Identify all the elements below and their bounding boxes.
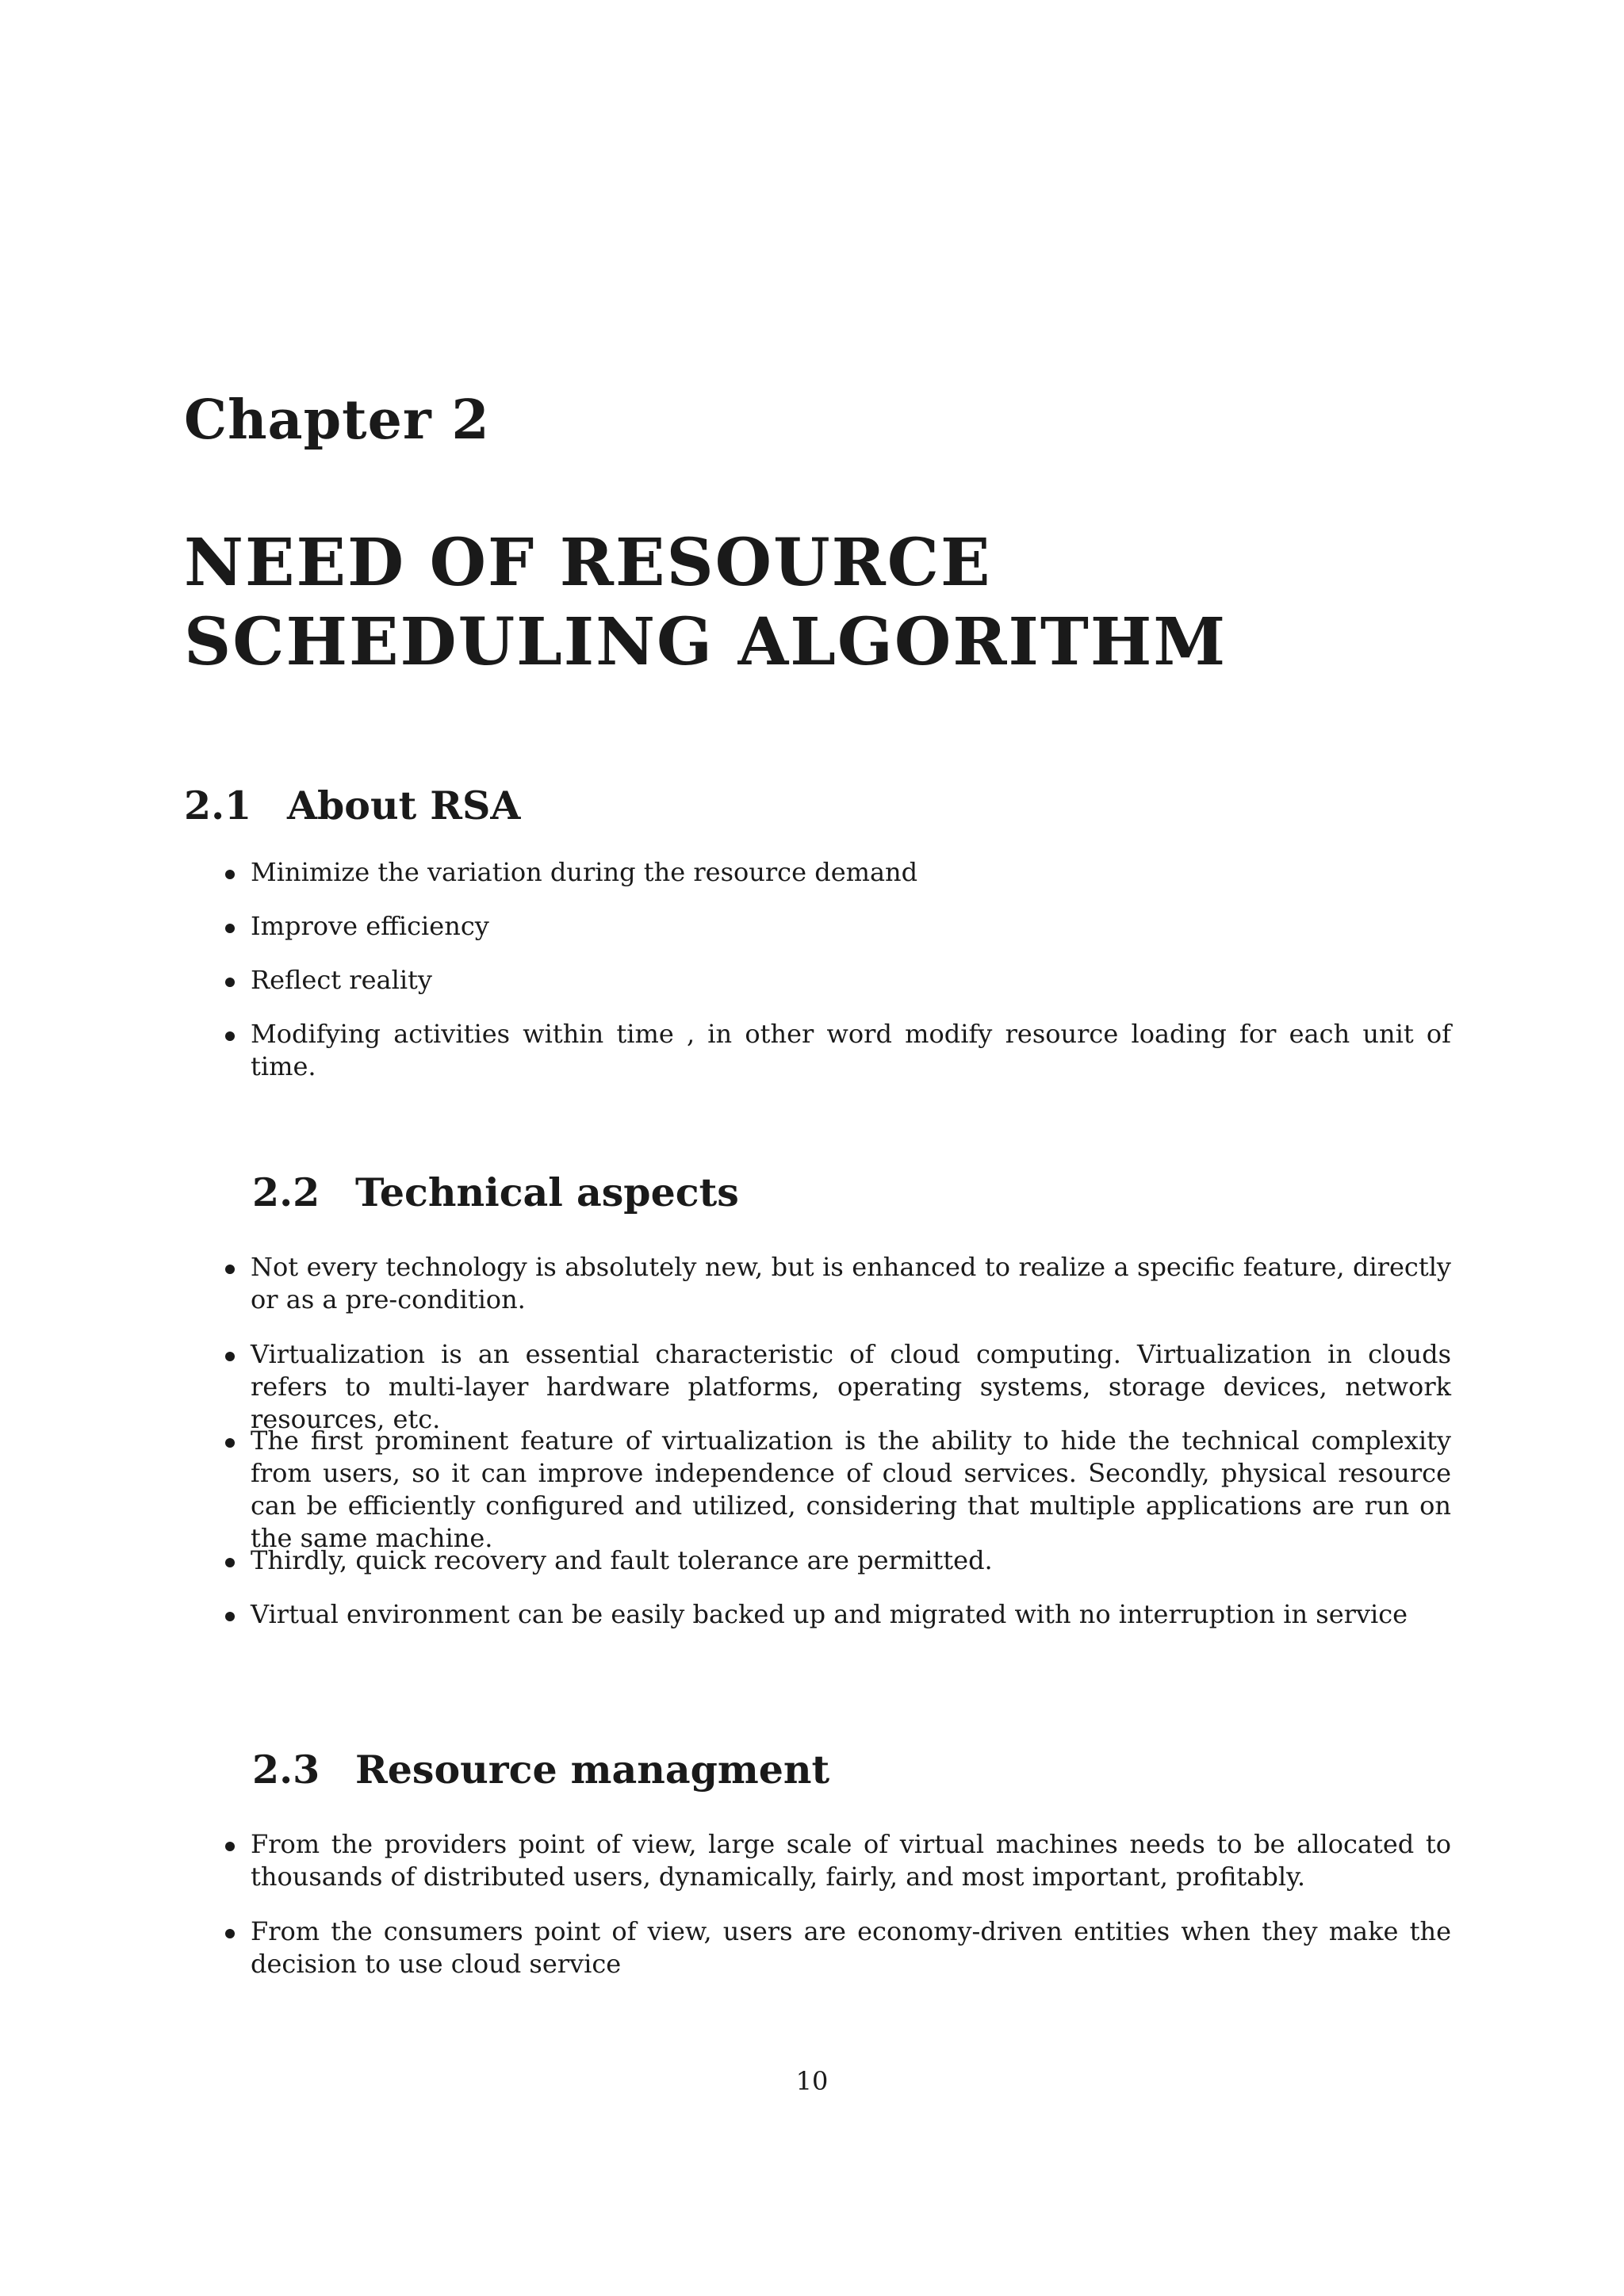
section-heading-resource-managment bbox=[252, 1747, 830, 1793]
list-item-text: Improve efficiency bbox=[251, 911, 489, 941]
bullet-icon bbox=[225, 870, 235, 879]
section-title: About RSA bbox=[287, 783, 521, 828]
bullet-icon bbox=[225, 1929, 235, 1938]
list-item bbox=[251, 1544, 1451, 1577]
bullet-icon bbox=[225, 1612, 235, 1621]
list-item-text: Modifying activities within time , in other word modify resource loading for each unit of time. bbox=[251, 1019, 1451, 1081]
list-item bbox=[251, 856, 1451, 889]
list-item-text: Not every technology is absolutely new, but is enhanced to realize a specific feature, directly or as a pre-condition. bbox=[251, 1252, 1451, 1314]
list-item bbox=[251, 1598, 1451, 1631]
list-item-text: From the providers point of view, large scale of virtual machines needs to be allocated to thousands of distributed users, dynamically, fairly, and most important, profitably. bbox=[251, 1829, 1451, 1892]
bullet-icon bbox=[225, 1031, 235, 1041]
list-item-text: Thirdly, quick recovery and fault tolerance are permitted. bbox=[251, 1545, 993, 1575]
bullet-icon bbox=[225, 1842, 235, 1851]
bullet-icon bbox=[225, 978, 235, 987]
section-title: Resource managment bbox=[355, 1747, 830, 1793]
bullet-icon bbox=[225, 1352, 235, 1361]
section-number: 2.1 bbox=[184, 783, 252, 828]
list-item bbox=[251, 1338, 1451, 1436]
section-heading-about-rsa bbox=[184, 783, 521, 828]
bullet-icon bbox=[225, 1438, 235, 1448]
list-item-text: Virtual environment can be easily backed up and migrated with no interruption in service bbox=[251, 1599, 1408, 1629]
bullet-icon bbox=[225, 1265, 235, 1274]
chapter-title bbox=[184, 523, 1227, 682]
list-item bbox=[251, 1018, 1451, 1083]
list-item bbox=[251, 1251, 1451, 1316]
bullet-icon bbox=[225, 1558, 235, 1567]
list-item-text: From the consumers point of view, users are economy-driven entities when they make the decision to use cloud service bbox=[251, 1916, 1451, 1979]
chapter-title-line-1: NEED OF RESOURCE bbox=[184, 525, 992, 601]
section-number: 2.3 bbox=[252, 1747, 320, 1793]
chapter-title-line-2: SCHEDULING ALGORITHM bbox=[184, 604, 1228, 680]
section-number: 2.2 bbox=[252, 1169, 320, 1215]
list-item bbox=[251, 1915, 1451, 1980]
list-item bbox=[251, 1828, 1451, 1893]
list-item bbox=[251, 910, 1451, 943]
list-item bbox=[251, 1425, 1451, 1555]
list-item-text: Minimize the variation during the resource demand bbox=[251, 857, 918, 887]
list-item-text: The first prominent feature of virtualization is the ability to hide the technical complexity from users, so it can improve independence of cloud services. Secondly, physical resource can be efficiently configured and utilized, considering that multiple applications are run on the same machine. bbox=[251, 1425, 1451, 1553]
page-number: 10 bbox=[795, 2066, 829, 2096]
list-item-text: Reflect reality bbox=[251, 965, 432, 995]
section-heading-technical-aspects bbox=[252, 1169, 739, 1215]
list-item-text: Virtualization is an essential characteristic of cloud computing. Virtualization in clouds refers to multi-layer hardware platforms, operating systems, storage devices, network resources, etc. bbox=[251, 1339, 1451, 1434]
bullet-icon bbox=[225, 924, 235, 933]
list-item bbox=[251, 964, 1451, 997]
chapter-label: Chapter 2 bbox=[184, 388, 490, 452]
section-title: Technical aspects bbox=[355, 1169, 739, 1215]
